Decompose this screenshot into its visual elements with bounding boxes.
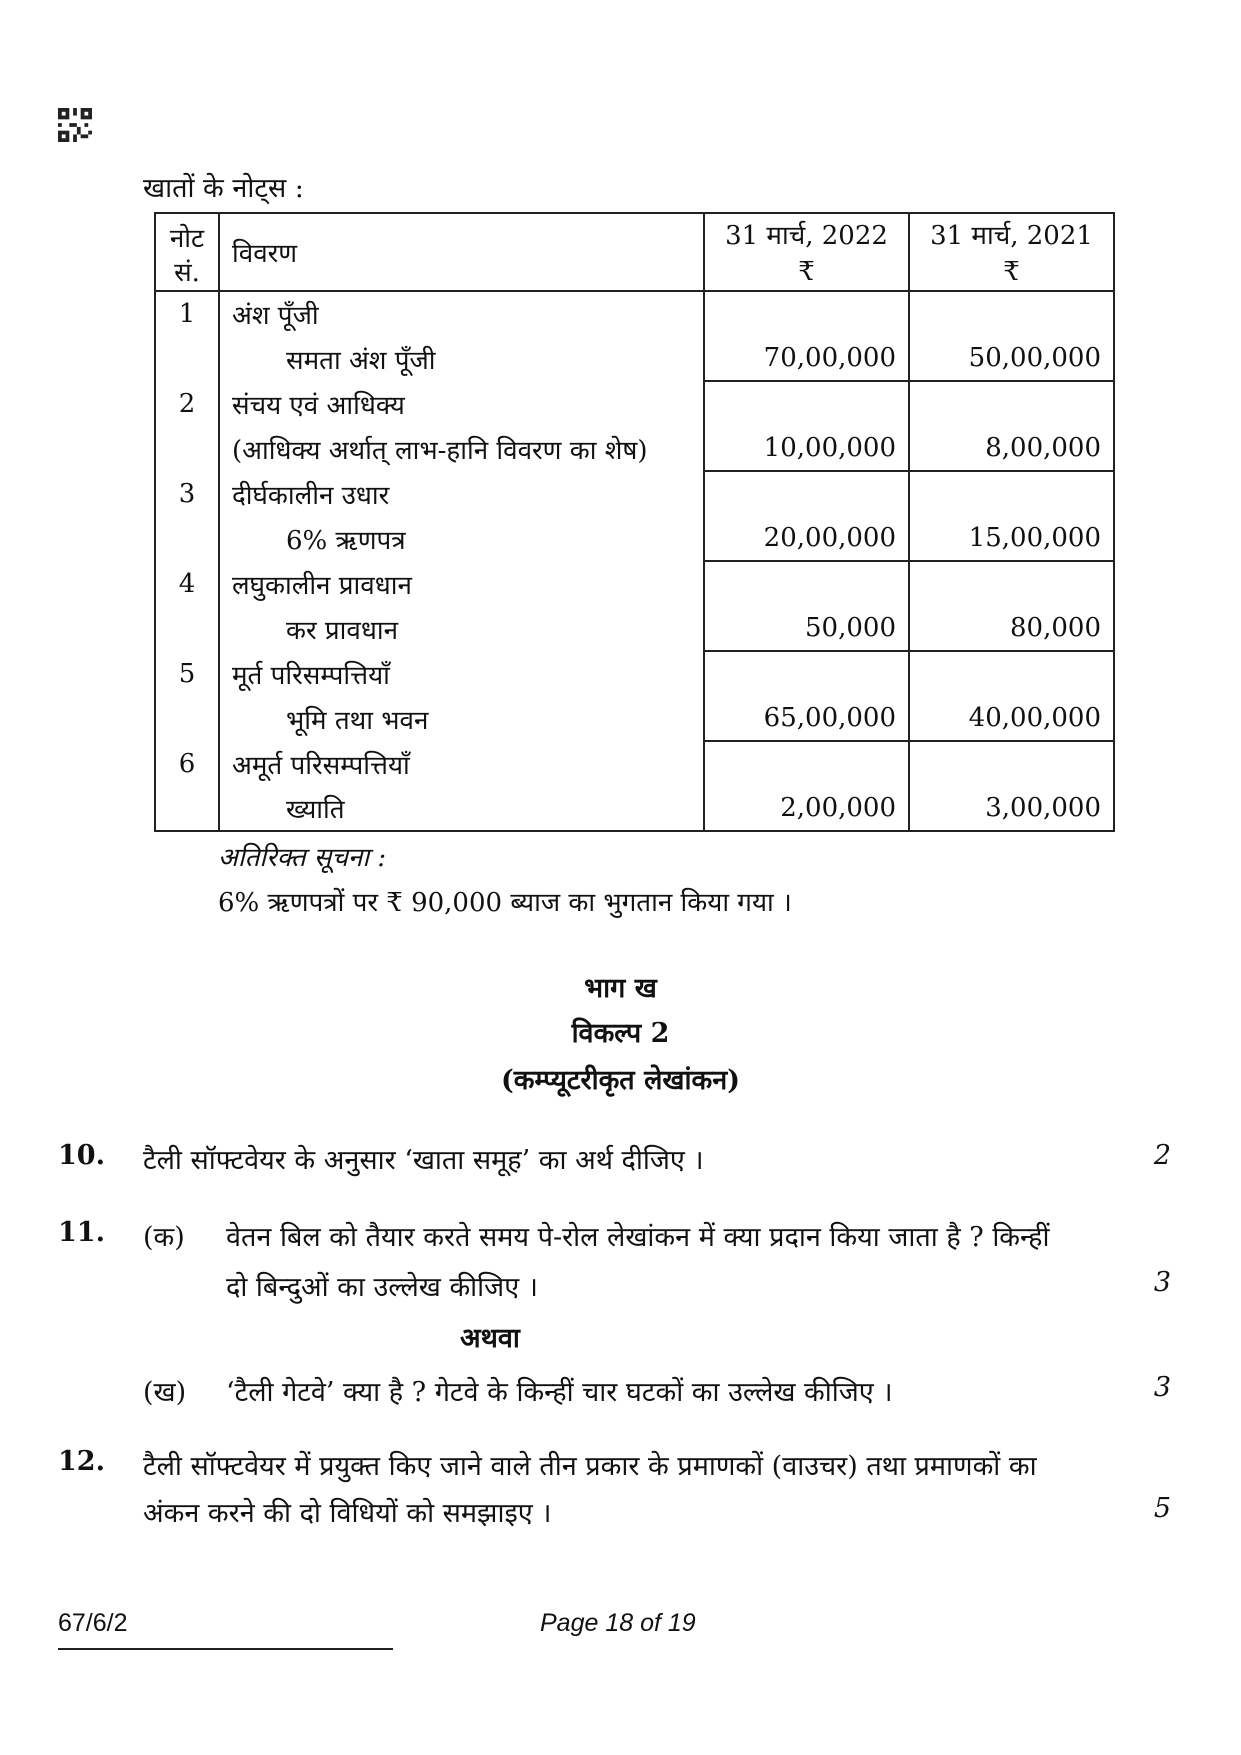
empty-cell bbox=[909, 381, 1114, 426]
note-title: दीर्घकालीन उधार bbox=[219, 471, 704, 516]
empty-cell bbox=[155, 336, 219, 381]
amount-2022: 50,000 bbox=[704, 606, 909, 651]
table-row bbox=[155, 786, 1114, 831]
empty-cell bbox=[155, 696, 219, 741]
header-note-no bbox=[155, 213, 219, 291]
or-separator: अथवा bbox=[460, 1323, 520, 1354]
note-title: मूर्त परिसम्पत्तियाँ bbox=[219, 651, 704, 696]
empty-cell bbox=[155, 516, 219, 561]
empty-cell bbox=[704, 561, 909, 606]
notes-heading: खातों के नोट्स : bbox=[143, 173, 304, 204]
empty-cell bbox=[909, 291, 1114, 336]
table-row bbox=[155, 606, 1114, 651]
table-row bbox=[155, 516, 1114, 561]
header-year-2021-date: 31 मार्च, 2021 bbox=[930, 221, 1093, 251]
sub-question-label: (क) bbox=[143, 1222, 185, 1253]
amount-2021: 15,00,000 bbox=[909, 516, 1114, 561]
note-number: 2 bbox=[155, 381, 219, 426]
question-number: 11. bbox=[58, 1217, 105, 1248]
amount-2021: 50,00,000 bbox=[909, 336, 1114, 381]
note-item: (आधिक्य अर्थात् लाभ-हानि विवरण का शेष) bbox=[219, 426, 704, 471]
note-title: अंश पूँजी bbox=[219, 291, 704, 336]
note-title: संचय एवं आधिक्य bbox=[219, 381, 704, 426]
additional-info-text: 6% ऋणपत्रों पर ₹ 90,000 ब्याज का भुगतान किया गया । bbox=[218, 888, 792, 918]
empty-cell bbox=[909, 471, 1114, 516]
note-item: ख्याति bbox=[219, 786, 704, 831]
table-row bbox=[155, 381, 1114, 426]
note-item: समता अंश पूँजी bbox=[219, 336, 704, 381]
empty-cell bbox=[704, 291, 909, 336]
empty-cell bbox=[704, 471, 909, 516]
note-number: 5 bbox=[155, 651, 219, 696]
amount-2021: 3,00,000 bbox=[909, 786, 1114, 831]
paper-code: 67/6/2 bbox=[58, 1609, 128, 1637]
header-year-2021-currency: ₹ bbox=[1003, 257, 1020, 287]
section-subtitle: (कम्प्यूटरीकृत लेखांकन) bbox=[501, 1065, 740, 1096]
question-number: 12. bbox=[58, 1446, 105, 1477]
note-title: लघुकालीन प्रावधान bbox=[219, 561, 704, 606]
amount-2021: 80,000 bbox=[909, 606, 1114, 651]
note-number: 4 bbox=[155, 561, 219, 606]
empty-cell bbox=[704, 381, 909, 426]
question-marks: 2 bbox=[1153, 1140, 1171, 1171]
amount-2022: 10,00,000 bbox=[704, 426, 909, 471]
header-particulars: विवरण bbox=[219, 213, 704, 291]
qr-code-icon bbox=[58, 108, 92, 142]
question-marks: 5 bbox=[1153, 1493, 1171, 1524]
note-number: 3 bbox=[155, 471, 219, 516]
amount-2021: 40,00,000 bbox=[909, 696, 1114, 741]
empty-cell bbox=[704, 651, 909, 696]
amount-2022: 70,00,000 bbox=[704, 336, 909, 381]
table-row bbox=[155, 651, 1114, 696]
header-note-no-line1: नोट bbox=[169, 224, 205, 254]
amount-2022: 20,00,000 bbox=[704, 516, 909, 561]
sub-question-label: (ख) bbox=[143, 1377, 187, 1408]
table-row bbox=[155, 291, 1114, 336]
table-header-row bbox=[155, 213, 1114, 291]
section-part: भाग ख bbox=[584, 973, 657, 1004]
table-row bbox=[155, 471, 1114, 516]
question-text: अंकन करने की दो विधियों को समझाइए । bbox=[143, 1498, 552, 1529]
header-year-2021 bbox=[909, 213, 1114, 291]
question-text: वेतन बिल को तैयार करते समय पे-रोल लेखांकन में क्या प्रदान किया जाता है ? किन्हीं bbox=[226, 1222, 1050, 1253]
table-row bbox=[155, 561, 1114, 606]
question-marks: 3 bbox=[1153, 1372, 1171, 1403]
question-marks: 3 bbox=[1153, 1267, 1171, 1298]
note-title: अमूर्त परिसम्पत्तियाँ bbox=[219, 741, 704, 786]
note-number: 6 bbox=[155, 741, 219, 786]
question-text: टैली सॉफ्टवेयर के अनुसार ‘खाता समूह’ का अर्थ दीजिए । bbox=[143, 1145, 704, 1176]
empty-cell bbox=[155, 606, 219, 651]
table-row bbox=[155, 426, 1114, 471]
header-year-2022-date: 31 मार्च, 2022 bbox=[725, 221, 888, 251]
empty-cell bbox=[909, 741, 1114, 786]
note-item: भूमि तथा भवन bbox=[219, 696, 704, 741]
section-option: विकल्प 2 bbox=[571, 1018, 670, 1049]
table-row bbox=[155, 741, 1114, 786]
header-year-2022-currency: ₹ bbox=[798, 257, 815, 287]
empty-cell bbox=[704, 741, 909, 786]
note-item: 6% ऋणपत्र bbox=[219, 516, 704, 561]
question-text: दो बिन्दुओं का उल्लेख कीजिए । bbox=[226, 1272, 538, 1303]
empty-cell bbox=[909, 561, 1114, 606]
amount-2022: 2,00,000 bbox=[704, 786, 909, 831]
question-text: ‘टैली गेटवे’ क्या है ? गेटवे के किन्हीं चार घटकों का उल्लेख कीजिए । bbox=[226, 1377, 893, 1408]
note-item: कर प्रावधान bbox=[219, 606, 704, 651]
empty-cell bbox=[155, 426, 219, 471]
footer-divider bbox=[58, 1648, 393, 1650]
empty-cell bbox=[909, 651, 1114, 696]
page-number: Page 18 of 19 bbox=[540, 1609, 696, 1637]
amount-2021: 8,00,000 bbox=[909, 426, 1114, 471]
header-note-no-line2: सं. bbox=[174, 258, 200, 288]
table-row bbox=[155, 336, 1114, 381]
table-row bbox=[155, 696, 1114, 741]
question-text: टैली सॉफ्टवेयर में प्रयुक्त किए जाने वाले तीन प्रकार के प्रमाणकों (वाउचर) तथा प्रमाणकों का bbox=[143, 1451, 1037, 1482]
additional-info-label: अतिरिक्त सूचना : bbox=[218, 843, 387, 873]
amount-2022: 65,00,000 bbox=[704, 696, 909, 741]
empty-cell bbox=[155, 786, 219, 831]
note-number: 1 bbox=[155, 291, 219, 336]
question-number: 10. bbox=[58, 1140, 105, 1171]
notes-table bbox=[154, 212, 1115, 832]
header-year-2022 bbox=[704, 213, 909, 291]
